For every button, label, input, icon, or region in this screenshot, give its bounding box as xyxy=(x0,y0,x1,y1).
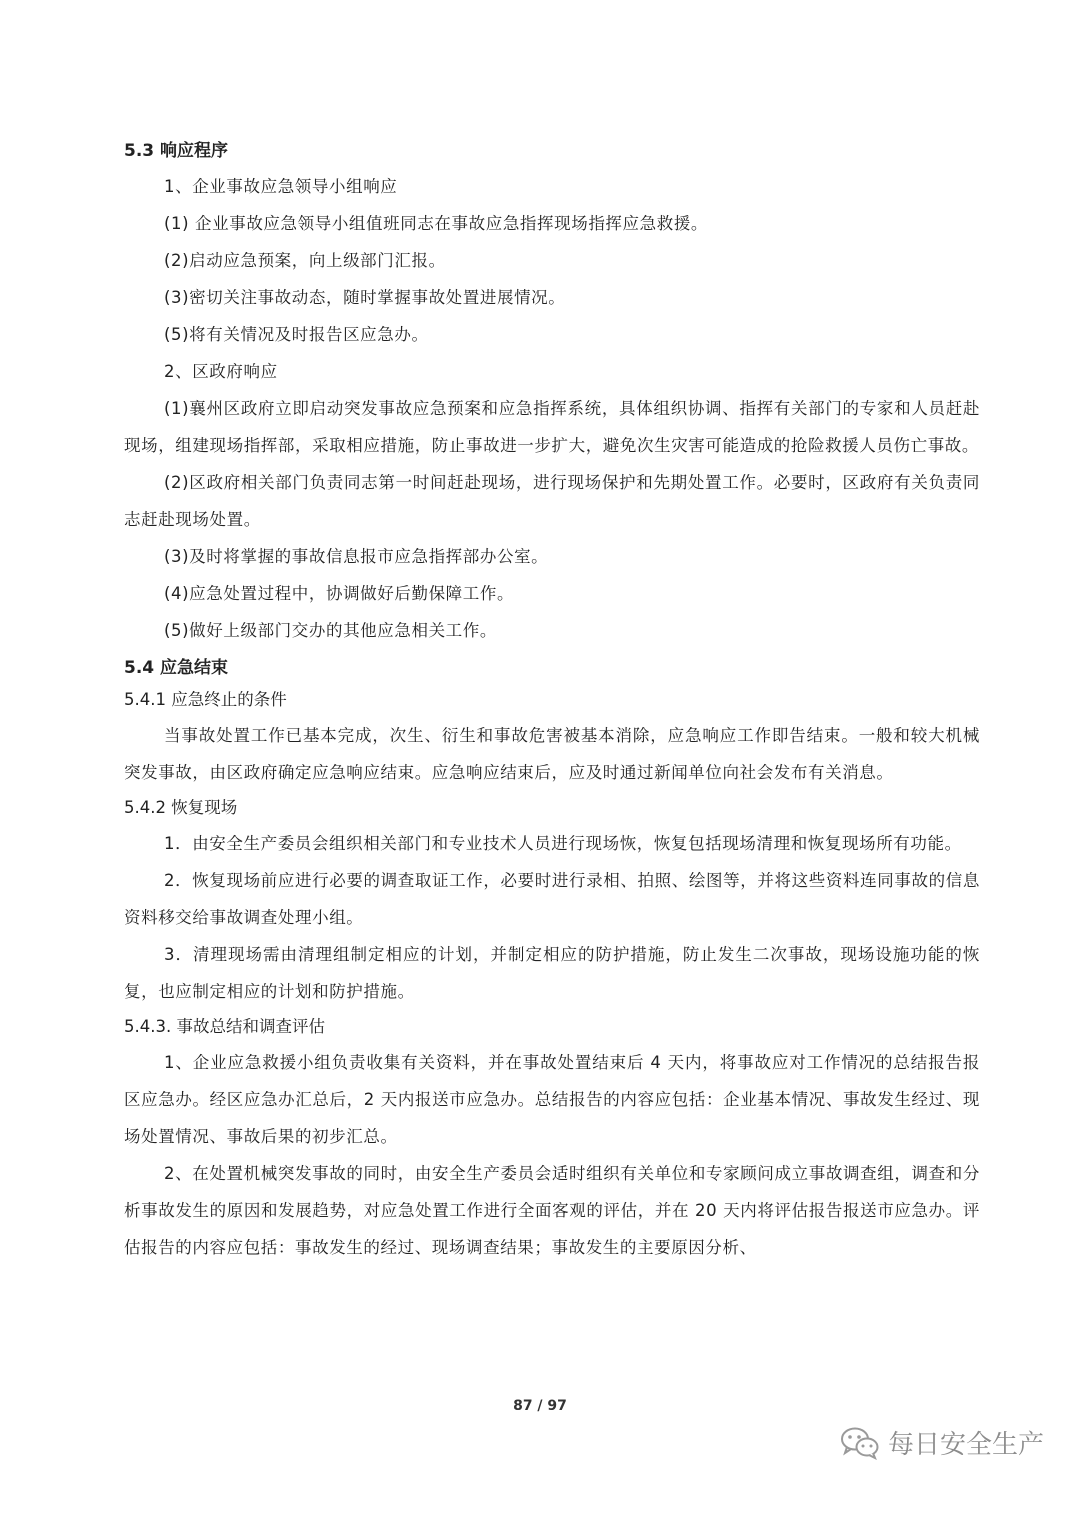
paragraph: (5)将有关情况及时报告区应急办。 xyxy=(164,325,429,344)
subsection-heading: 5.4.3. 事故总结和调查评估 xyxy=(124,1017,325,1036)
watermark xyxy=(840,1424,1044,1461)
paragraph: (1) 企业事故应急领导小组值班同志在事故应急指挥现场指挥应急救援。 xyxy=(164,214,709,233)
paragraph: 1、企业应急救援小组负责收集有关资料，并在事故处置结束后 4 天内，将事故应对工作情况的总结报告报区应急办。经区应急办汇总后，2 天内报送市应急办。总结报告的内容应包括：企业基本情况、事故发生经过、现场处置情况、事故后果的初步汇总。 xyxy=(124,1053,980,1146)
paragraph: 3．清理现场需由清理组制定相应的计划，并制定相应的防护措施，防止发生二次事故，现场设施功能的恢复，也应制定相应的计划和防护措施。 xyxy=(124,945,980,1001)
paragraph: 当事故处置工作已基本完成，次生、衍生和事故危害被基本消除，应急响应工作即告结束。一般和较大机械突发事故，由区政府确定应急响应结束。应急响应结束后，应及时通过新闻单位向社会发布有关消息。 xyxy=(124,726,980,782)
paragraph: (4)应急处置过程中，协调做好后勤保障工作。 xyxy=(164,584,515,603)
paragraph: (3)密切关注事故动态，随时掌握事故处置进展情况。 xyxy=(164,288,566,307)
section-heading-5-4: 5.4 应急结束 xyxy=(124,658,229,678)
paragraph: (5)做好上级部门交办的其他应急相关工作。 xyxy=(164,621,497,640)
paragraph: (3)及时将掌握的事故信息报市应急指挥部办公室。 xyxy=(164,547,549,566)
page-number: 87 / 97 xyxy=(513,1398,567,1414)
section-heading-5-3: 5.3 响应程序 xyxy=(124,141,229,161)
watermark-text: 每日安全生产 xyxy=(888,1430,1045,1460)
paragraph: 1．由安全生产委员会组织相关部门和专业技术人员进行现场恢，恢复包括现场清理和恢复现场所有功能。 xyxy=(164,834,962,853)
paragraph: 2．恢复现场前应进行必要的调查取证工作，必要时进行录相、拍照、绘图等，并将这些资料连同事故的信息资料移交给事故调查处理小组。 xyxy=(124,871,980,927)
paragraph: 1、企业事故应急领导小组响应 xyxy=(164,177,398,196)
document-page xyxy=(124,136,980,1266)
paragraph: 2、在处置机械突发事故的同时，由安全生产委员会适时组织有关单位和专家顾问成立事故调查组，调查和分析事故发生的原因和发展趋势，对应急处置工作进行全面客观的评估，并在 20 天内将评估报告报送市应急办。评估报告的内容应包括：事故发生的经过、现场调查结果；事故发生的主要原因分析、 xyxy=(124,1164,980,1257)
paragraph: (1)襄州区政府立即启动突发事故应急预案和应急指挥系统，具体组织协调、指挥有关部门的专家和人员赶赴现场，组建现场指挥部，采取相应措施，防止事故进一步扩大，避免次生灾害可能造成的抢险救援人员伤亡事故。 xyxy=(124,399,980,455)
paragraph: (2)启动应急预案，向上级部门汇报。 xyxy=(164,251,446,270)
subsection-heading: 5.4.2 恢复现场 xyxy=(124,798,238,817)
paragraph: 2、区政府响应 xyxy=(164,362,278,381)
subsection-heading: 5.4.1 应急终止的条件 xyxy=(124,690,287,709)
wechat-icon xyxy=(840,1426,880,1460)
paragraph: (2)区政府相关部门负责同志第一时间赶赴现场，进行现场保护和先期处置工作。必要时，区政府有关负责同志赶赴现场处置。 xyxy=(124,473,980,529)
